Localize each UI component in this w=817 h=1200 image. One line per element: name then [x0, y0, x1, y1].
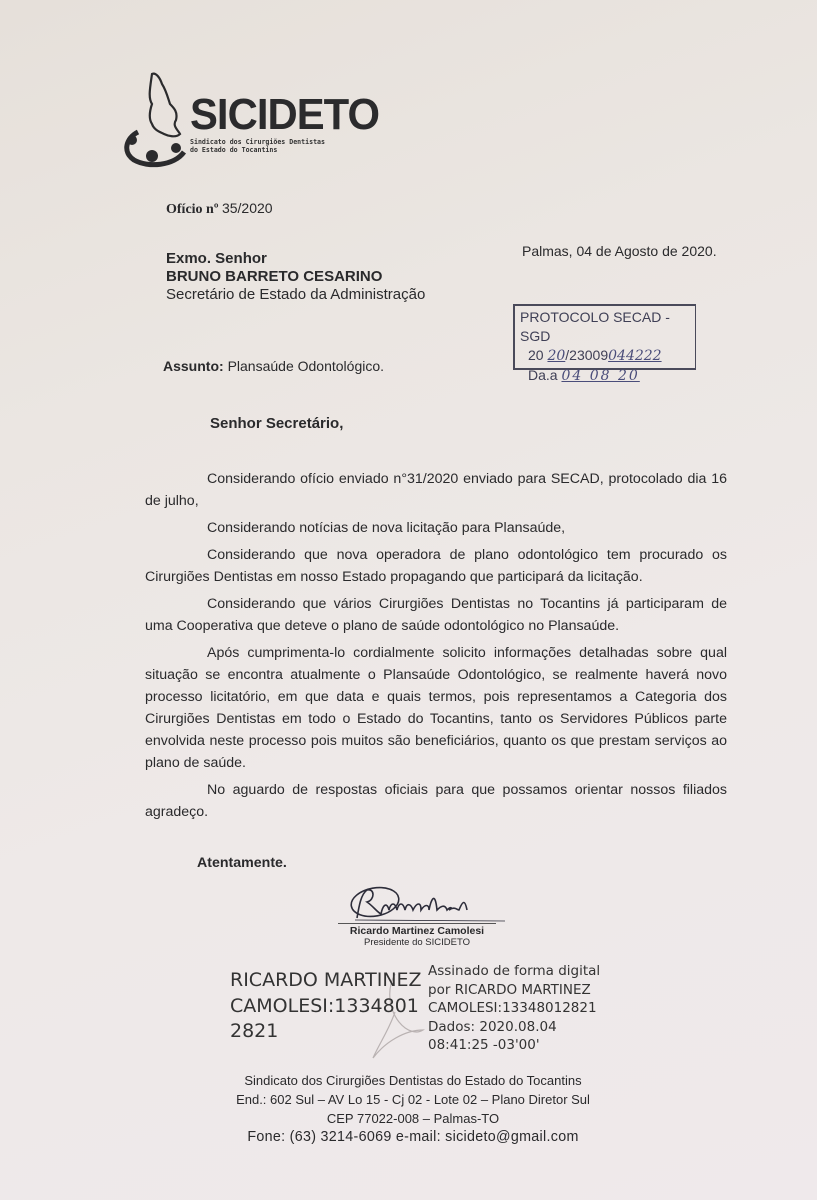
recipient-salutation: Exmo. Senhor — [166, 250, 267, 267]
protocol-stamp — [513, 304, 696, 384]
handwritten-signature — [345, 880, 515, 925]
stamp-title: PROTOCOLO SECAD - SGD — [520, 309, 670, 344]
body-paragraph: No aguardo de respostas oficiais para que possamos orientar nossos filiados agradeço. — [145, 782, 727, 820]
recipient-title: Secretário de Estado da Administração — [166, 286, 426, 303]
digital-signature-details: Assinado de forma digital por RICARDO MARTINEZ CAMOLESI:13348012821 Dados: 2020.08.04 08:41:25 -03'00' — [428, 963, 601, 1053]
recipient-name: BRUNO BARRETO CESARINO — [166, 268, 383, 285]
body-paragraph: Considerando que vários Cirurgiões Dentistas no Tocantins já participaram de uma Cooperativa que deteve o plano de saúde odontológico no Plansaúde. — [145, 596, 727, 634]
body-paragraph: Considerando notícias de nova licitação para Plansaúde, — [207, 520, 566, 536]
greeting: Senhor Secretário, — [210, 415, 344, 432]
subject-line: Assunto: Plansaúde Odontológico. — [163, 358, 385, 374]
footer-address: End.: 602 Sul – AV Lo 15 - Cj 02 - Lote 02 – Plano Diretor Sul — [236, 1092, 590, 1107]
closing: Atentamente. — [197, 855, 287, 871]
stamp-date-line: Da.a 04 08 20 — [528, 367, 640, 384]
letter-body — [145, 468, 727, 828]
logo-subtitle: Sindicato dos Cirurgiões Dentistas do Estado do Tocantins — [190, 138, 325, 154]
stamp-number-line: 20 20/23009044222 — [528, 347, 662, 364]
body-paragraph: Considerando ofício enviado n°31/2020 enviado para SECAD, protocolado dia 16 de julho, — [145, 471, 727, 509]
recipient-block — [166, 250, 425, 304]
sicideto-logo — [118, 68, 388, 168]
body-paragraph: Após cumprimenta-lo cordialmente solicito informações detalhadas sobre qual situação se encontra atualmente o Plansaúde Odontológico, se realmente haverá novo processo licitatório, em que data e quais termos, pois representamos a Categoria dos Cirurgiões Dentistas em todo o Estado do Tocantins, tanto os Servidores Públicos parte envolvida neste processo pois muitos são beneficiários, quanto os que prestam serviços ao plano de saúde. — [145, 645, 727, 771]
letter-footer — [200, 1071, 626, 1147]
footer-cep: CEP 77022-008 – Palmas-TO — [326, 1111, 500, 1126]
signatory-role: Presidente do SICIDETO — [364, 937, 470, 948]
date-line: Palmas, 04 de Agosto de 2020. — [522, 243, 717, 259]
footer-contact: Fone: (63) 3214-6069 e-mail: sicideto@gmail.com — [247, 1129, 579, 1145]
digital-signature-name: RICARDO MARTINEZ CAMOLESI:1334801 2821 — [230, 969, 422, 1042]
logo-wordmark: SICIDETO — [190, 90, 380, 139]
oficio-number: Ofício nº 35/2020 — [166, 200, 273, 217]
tocantins-map-logo-icon — [118, 68, 198, 168]
body-paragraph: Considerando que nova operadora de plano odontológico tem procurado os Cirurgiões Dentistas em nosso Estado propagando que participará da licitação. — [145, 547, 727, 585]
signatory-name: Ricardo Martinez Camolesi — [338, 923, 496, 937]
footer-org: Sindicato dos Cirurgiões Dentistas do Estado do Tocantins — [244, 1073, 582, 1088]
